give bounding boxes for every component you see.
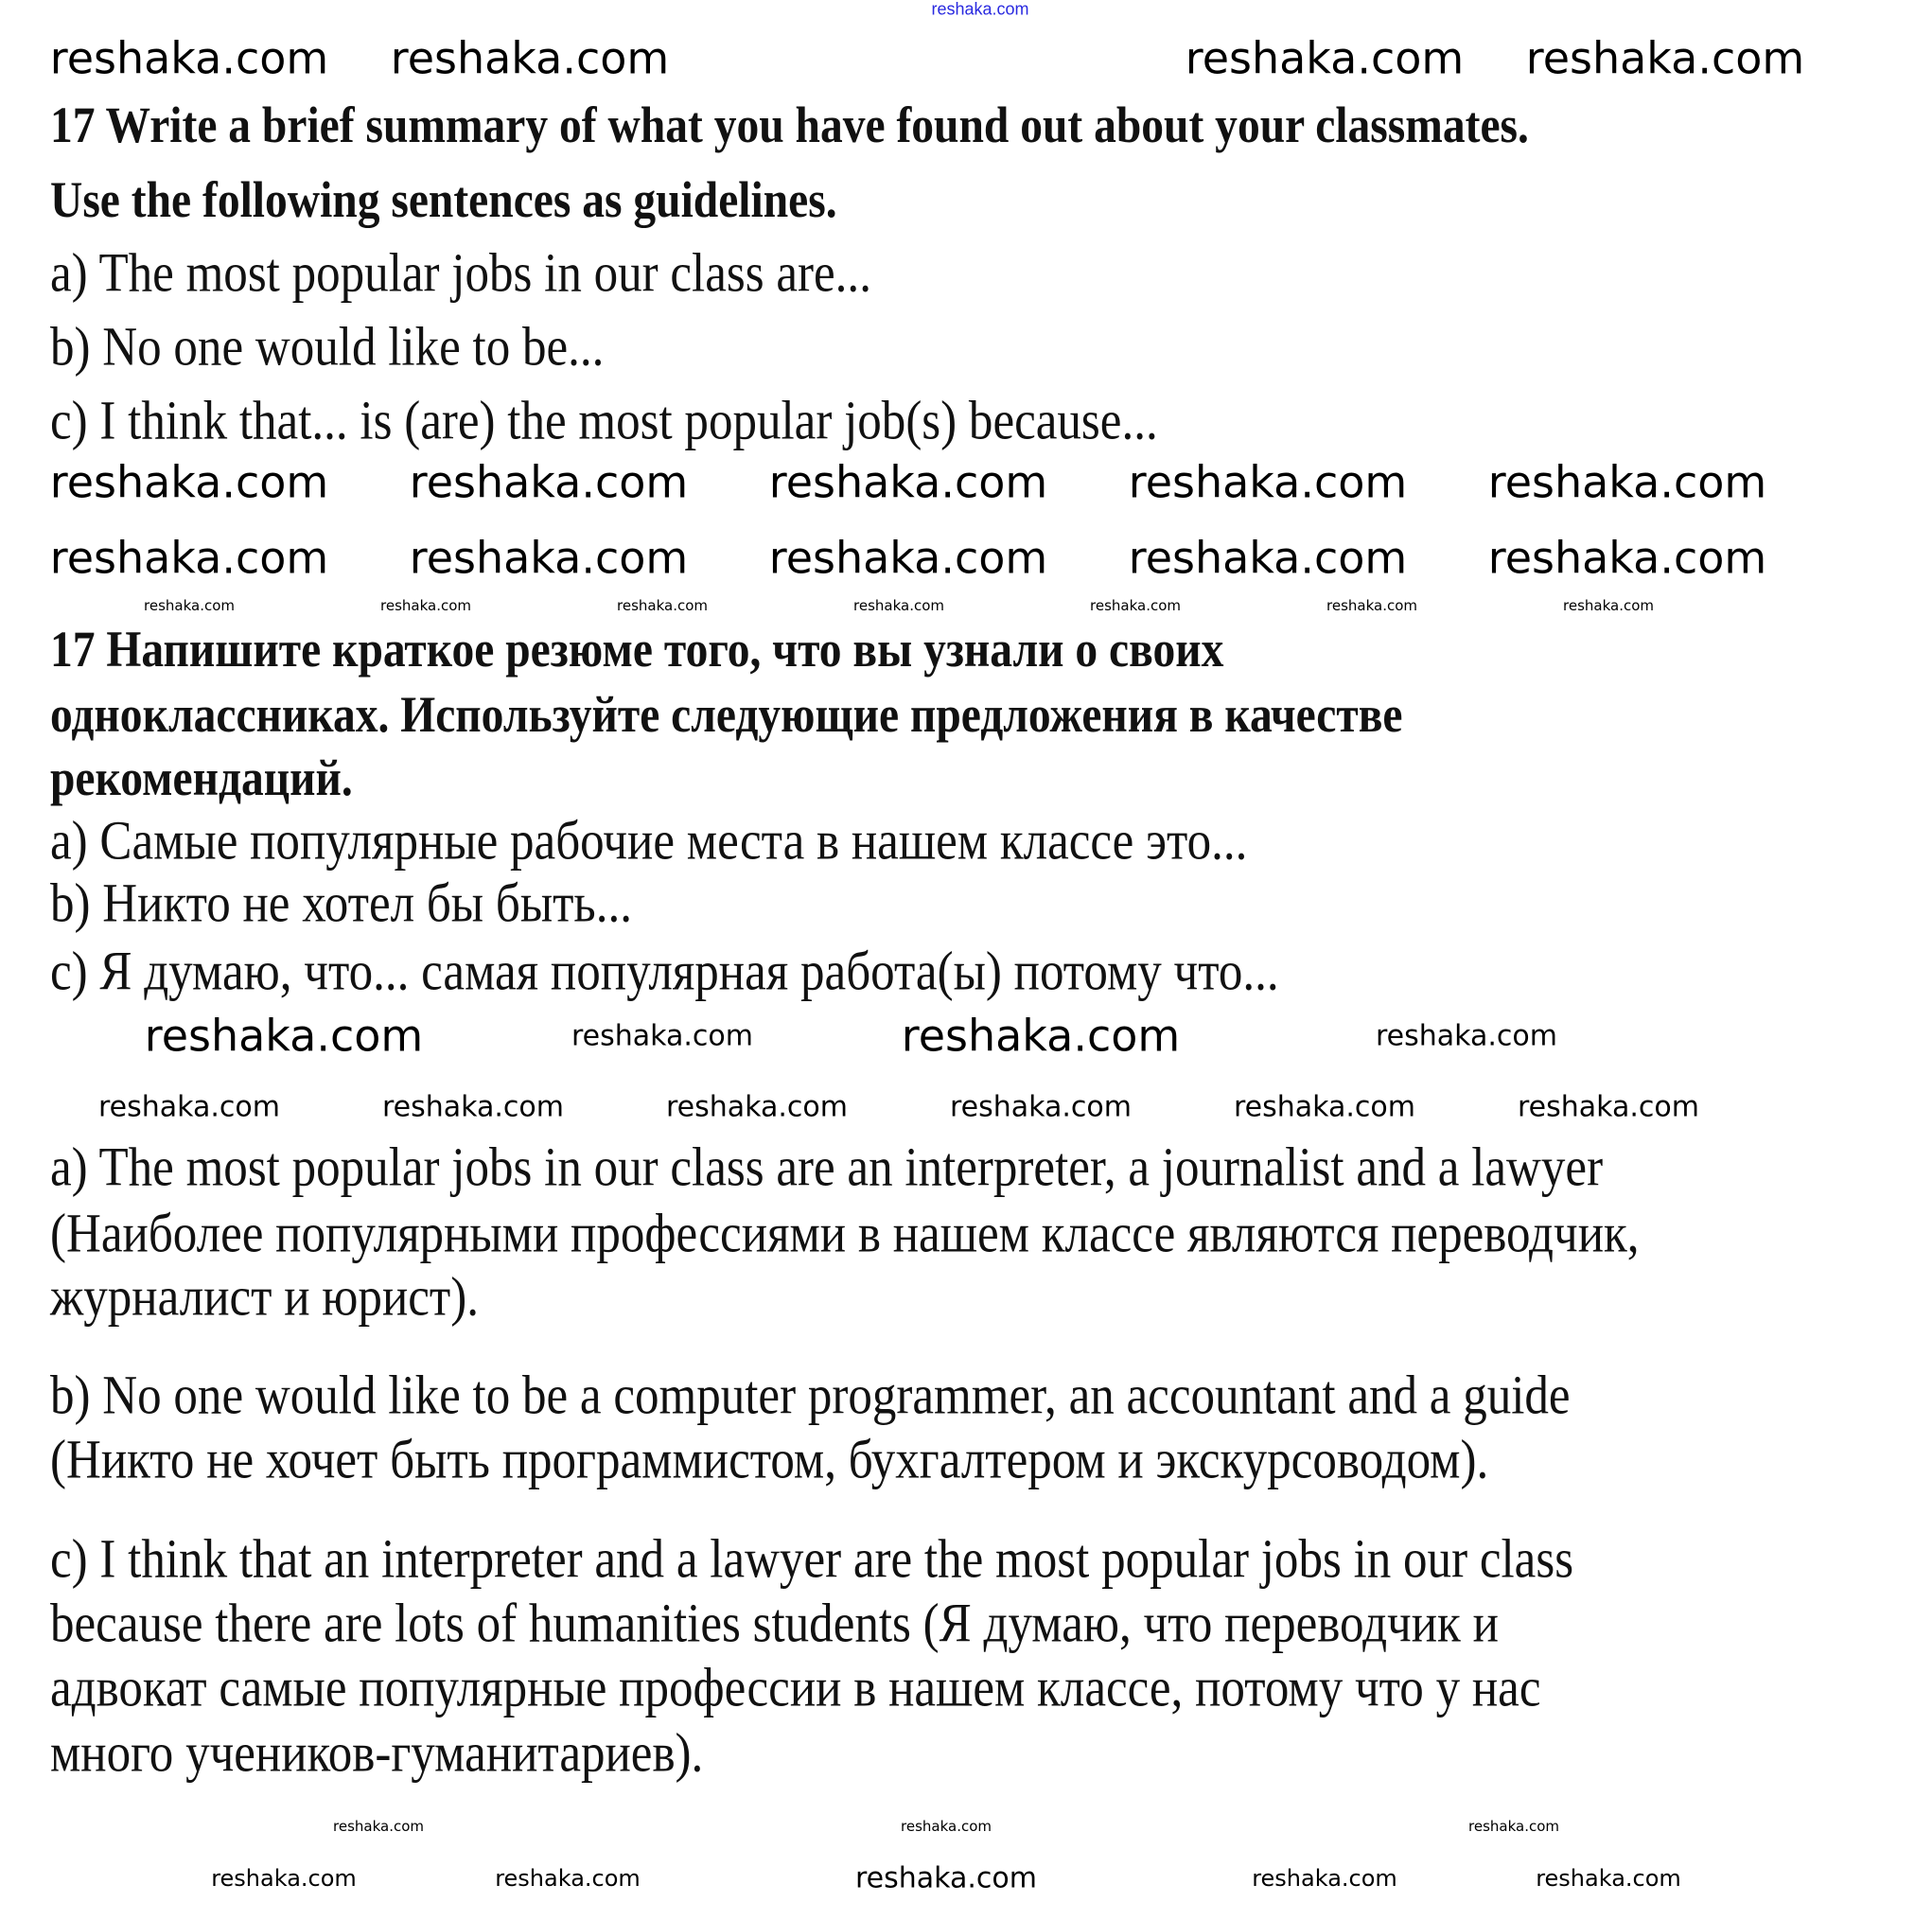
watermark: reshaka.com [1376,1019,1557,1053]
watermark: reshaka.com [1128,456,1408,508]
answer-b-line: (Никто не хочет быть программистом, бухгалтером и экскурсоводом). [50,1428,1489,1490]
watermark: reshaka.com [1252,1864,1397,1892]
answer-c-line: адвокат самые популярные профессии в нашем классе, потому что у нас [50,1656,1541,1718]
task-en-item: b) No one would like to be... [50,315,605,378]
task-ru-title-line: 17 Напишите краткое резюме того, что вы узнали о своих [50,621,1224,678]
watermark: reshaka.com [333,1817,424,1835]
watermark: reshaka.com [211,1864,357,1892]
answer-c-line: because there are lots of humanities students (Я думаю, что переводчик и [50,1592,1499,1654]
watermark: reshaka.com [1326,596,1417,614]
watermark: reshaka.com [49,532,329,584]
watermark: reshaka.com [1468,1817,1559,1835]
watermark: reshaka.com [1234,1090,1415,1124]
watermark: reshaka.com [901,1817,992,1835]
watermark: reshaka.com [144,1010,424,1062]
answer-c-line: c) I think that an interpreter and a lawyer are the most popular jobs in our class [50,1527,1574,1590]
watermark: reshaka.com [855,1861,1037,1895]
watermark: reshaka.com [1536,1864,1681,1892]
site-link[interactable]: reshaka.com [931,0,1029,19]
task-ru-title-line: рекомендаций. [50,749,353,806]
watermark: reshaka.com [144,596,235,614]
answer-a-line: (Наиболее популярными профессиями в нашем классе являются переводчик, [50,1202,1640,1264]
answer-a-line: a) The most popular jobs in our class are an interpreter, a journalist and a lawyer [50,1136,1604,1198]
answer-b-line: b) No one would like to be a computer programmer, an accountant and a guide [50,1364,1571,1426]
watermark: reshaka.com [382,1090,564,1124]
watermark: reshaka.com [1563,596,1654,614]
watermark: reshaka.com [409,532,689,584]
watermark: reshaka.com [617,596,708,614]
task-en-item: c) I think that... is (are) the most popular job(s) because... [50,389,1158,451]
watermark: reshaka.com [853,596,944,614]
watermark: reshaka.com [49,32,329,84]
task-en-title-line: 17 Write a brief summary of what you have found out about your classmates. [50,97,1529,153]
watermark: reshaka.com [1090,596,1181,614]
task-ru-item: a) Самые популярные рабочие места в нашем классе это... [50,809,1248,872]
answer-c-line: много учеников-гуманитариев). [50,1721,704,1784]
task-ru-item: c) Я думаю, что... самая популярная работа(ы) потому что... [50,940,1279,1002]
watermark: reshaka.com [380,596,471,614]
watermark: reshaka.com [1525,32,1805,84]
watermark: reshaka.com [901,1010,1181,1062]
task-en-item: a) The most popular jobs in our class are... [50,241,871,304]
watermark: reshaka.com [1185,32,1465,84]
watermark: reshaka.com [49,456,329,508]
answer-a-line: журналист и юрист). [50,1265,479,1328]
watermark: reshaka.com [1518,1090,1699,1124]
watermark: reshaka.com [768,456,1048,508]
watermark: reshaka.com [666,1090,848,1124]
task-en-title-line: Use the following sentences as guidelines. [50,171,837,228]
watermark: reshaka.com [768,532,1048,584]
watermark: reshaka.com [409,456,689,508]
watermark: reshaka.com [950,1090,1132,1124]
task-ru-title-line: одноклассниках. Используйте следующие предложения в качестве [50,686,1403,743]
watermark: reshaka.com [1487,532,1767,584]
watermark: reshaka.com [495,1864,641,1892]
watermark: reshaka.com [1487,456,1767,508]
watermark: reshaka.com [571,1019,753,1053]
watermark: reshaka.com [98,1090,280,1124]
task-ru-item: b) Никто не хотел бы быть... [50,872,632,934]
watermark: reshaka.com [390,32,670,84]
watermark: reshaka.com [1128,532,1408,584]
